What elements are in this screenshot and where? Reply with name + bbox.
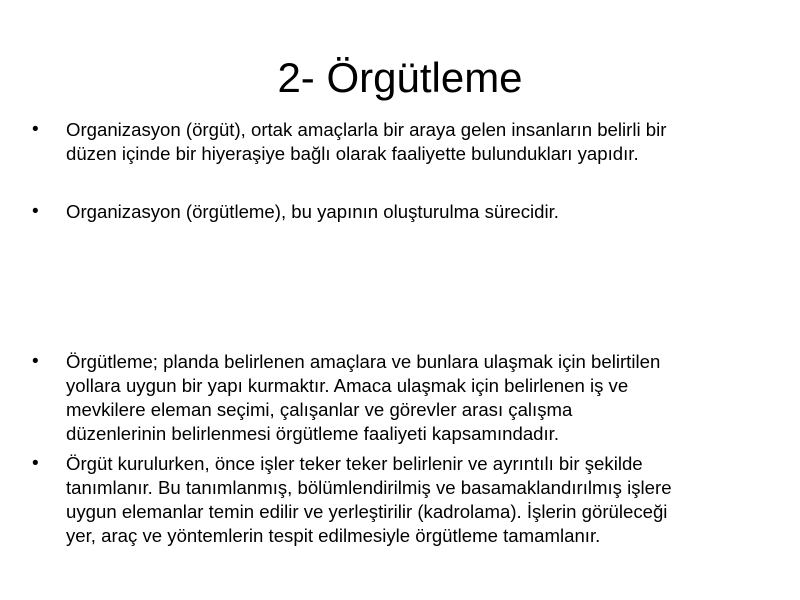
- bullet-line: Örgüt kurulurken, önce işler teker teker belirlenir ve ayrıntılı bir şekilde: [66, 453, 643, 474]
- bullet-text-2: [66, 200, 794, 224]
- bullet-line: yer, araç ve yöntemlerin tespit edilmesiyle örgütleme tamamlanır.: [66, 525, 601, 546]
- bullet-line: yollara uygun bir yapı kurmaktır. Amaca ulaşmak için belirlenen iş ve: [66, 375, 629, 396]
- bullet-line: düzen içinde bir hiyeraşiye bağlı olarak faaliyette bulundukları yapıdır.: [66, 143, 639, 164]
- bullet-icon: •: [32, 119, 39, 140]
- bullet-line: tanımlanır. Bu tanımlanmış, bölümlendirilmiş ve basamaklandırılmış işlere: [66, 477, 672, 498]
- bullet-icon: •: [32, 453, 39, 474]
- bullet-text-1: [66, 118, 794, 166]
- bullet-text-4: [66, 452, 794, 548]
- bullet-line: uygun elemanlar temin edilir ve yerleştirilir (kadrolama). İşlerin görüleceği: [66, 501, 668, 522]
- bullet-line: düzenlerinin belirlenmesi örgütleme faaliyeti kapsamındadır.: [66, 423, 559, 444]
- bullet-icon: •: [32, 201, 39, 222]
- bullet-line: mevkilere eleman seçimi, çalışanlar ve görevler arası çalışma: [66, 399, 573, 420]
- bullet-text-3: [66, 350, 794, 446]
- slide-title: 2- Örgütleme: [277, 54, 523, 101]
- bullet-line: Örgütleme; planda belirlenen amaçlara ve bunlara ulaşmak için belirtilen: [66, 351, 661, 372]
- bullet-icon: •: [32, 351, 39, 372]
- bullet-line: Organizasyon (örgüt), ortak amaçlarla bir araya gelen insanların belirli bir: [66, 119, 667, 140]
- bullet-line: Organizasyon (örgütleme), bu yapının oluşturulma sürecidir.: [66, 201, 559, 222]
